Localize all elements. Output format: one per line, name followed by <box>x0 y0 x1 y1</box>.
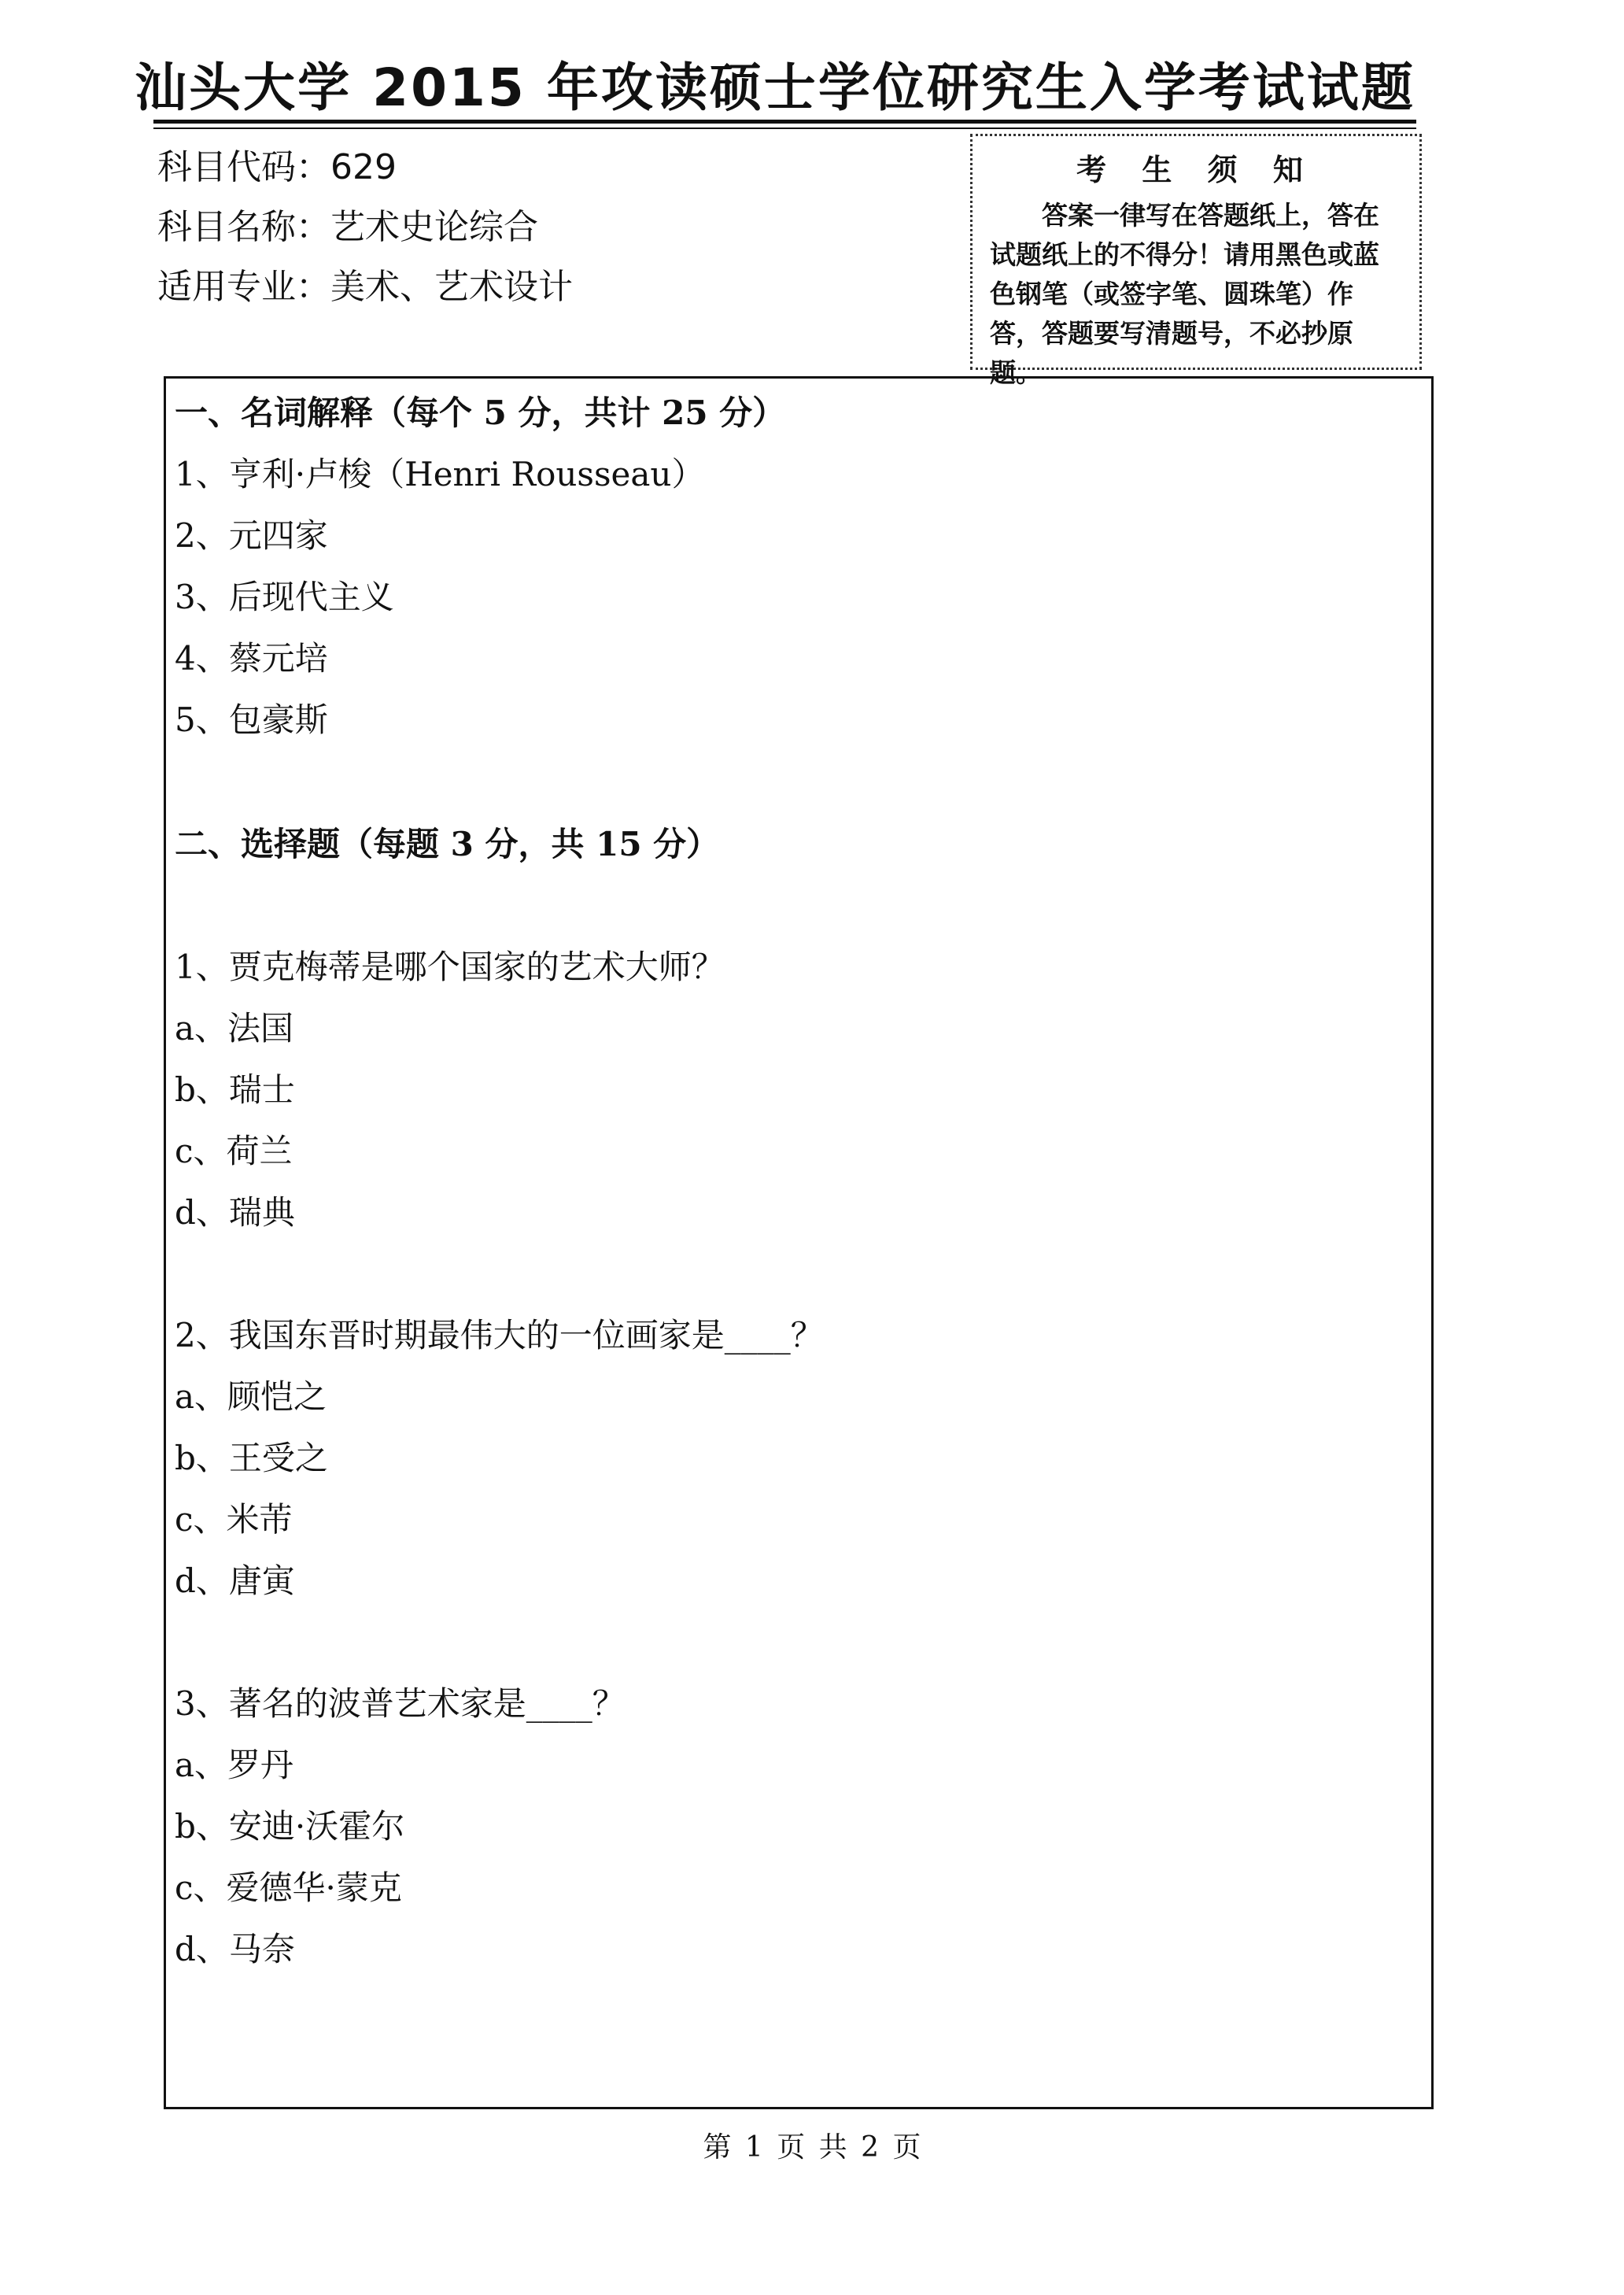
title-rule-thin <box>153 128 1416 129</box>
option: d、马奈 <box>175 1930 295 1968</box>
option: d、瑞典 <box>175 1193 295 1232</box>
option: c、爱德华·蒙克 <box>175 1868 402 1907</box>
option: a、法国 <box>175 1009 294 1048</box>
term-item: 5、包豪斯 <box>175 700 328 739</box>
term-item: 3、后现代主义 <box>175 578 394 616</box>
option: c、米芾 <box>175 1500 293 1539</box>
term-item: 1、亨利·卢梭（Henri Rousseau） <box>175 455 705 493</box>
option: d、唐寅 <box>175 1561 295 1600</box>
title-rule-thick <box>153 120 1416 124</box>
section-1-heading: 一、名词解释（每个 5 分，共计 25 分） <box>175 394 786 432</box>
question-2: 2、我国东晋时期最伟大的一位画家是____？ <box>175 1316 824 1354</box>
option: a、罗丹 <box>175 1746 294 1784</box>
term-item: 4、蔡元培 <box>175 639 328 678</box>
notice-title: 考 生 须 知 <box>1076 153 1316 187</box>
question-1: 1、贾克梅蒂是哪个国家的艺术大师？ <box>175 948 725 986</box>
exam-title: 汕头大学 2015 年攻读硕士学位研究生入学考试试题 <box>135 57 1415 118</box>
page-number: 第 1 页 共 2 页 <box>703 2131 921 2164</box>
option: b、瑞士 <box>175 1070 295 1109</box>
option: b、安迪·沃霍尔 <box>175 1807 405 1846</box>
section-2-heading: 二、选择题（每题 3 分，共 15 分） <box>175 825 720 863</box>
option: c、荷兰 <box>175 1132 293 1170</box>
subject-name: 科目名称：艺术史论综合 <box>157 207 538 247</box>
question-3: 3、著名的波普艺术家是____？ <box>175 1684 626 1723</box>
applicable-majors: 适用专业：美术、艺术设计 <box>157 267 573 307</box>
option: a、顾恺之 <box>175 1377 327 1416</box>
term-item: 2、元四家 <box>175 516 328 555</box>
notice-body: 答案一律写在答题纸上，答在试题纸上的不得分！请用黑色或蓝色钢笔（或签字笔、圆珠笔）作答，答题要写清题号，不必抄原题。 <box>990 200 1379 388</box>
question-frame <box>164 376 1434 2109</box>
candidate-notice-box <box>970 134 1422 388</box>
option: b、王受之 <box>175 1439 328 1477</box>
subject-code: 科目代码：629 <box>157 147 397 187</box>
